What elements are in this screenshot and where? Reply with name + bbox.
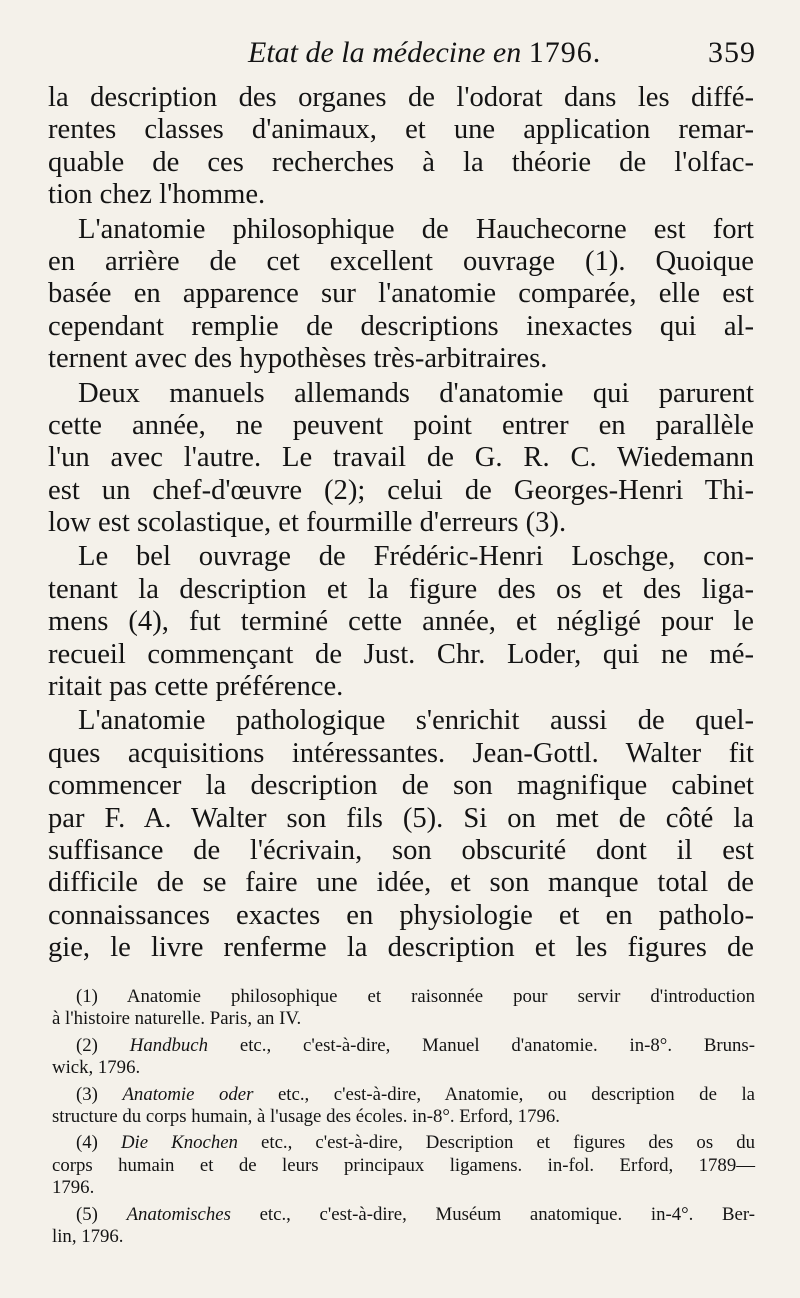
footnote-line [52,1084,755,1106]
text-line: low est scolastique, et fourmille d'erreurs (3). [48,507,567,539]
footnote-text: etc., c'est-à-dire, Anatomie, ou description de la [277,1083,756,1105]
footnote-5 [52,1204,755,1249]
paragraph-4 [48,541,754,703]
text-line: ternent avec des hypothèses très-arbitraires. [48,343,548,375]
text-line: par F. A. Walter son fils (5). Si on met de côté la [48,802,754,834]
text-line: difficile de se faire une idée, et son manque total de [48,867,754,899]
footnote-text: etc., c'est-à-dire, Manuel d'anatomie. in-8°. Bruns- [239,1034,755,1056]
body-text [48,82,754,965]
footnote-1 [52,986,755,1031]
text-line: rentes classes d'animaux, et une application remar- [48,114,754,146]
text-line: Le bel ouvrage de Frédéric-Henri Loschge, con- [78,541,754,573]
footnote-line: 1796. [52,1177,95,1199]
footnote-line: (1) Anatomie philosophique et raisonnée pour servir d'introduction [76,986,755,1007]
paragraph-5 [48,705,754,964]
text-line: cette année, ne peuvent point entrer en parallèle [48,409,754,441]
footnote-line: corps humain et de leurs principaux ligamens. in-fol. Erford, 1789— [52,1154,755,1176]
paragraph-1 [48,82,754,212]
text-line: l'un avec l'autre. Le travail de G. R. C. Wiedemann [48,442,754,474]
footnote-title: Anatomisches [126,1203,231,1225]
footnote-line [52,1132,755,1154]
text-line: est un chef-d'œuvre (2); celui de Georges-Henri Thi- [48,474,754,506]
text-line: L'anatomie pathologique s'enrichit aussi de quel- [78,705,754,737]
footnote-text: etc., c'est-à-dire, Muséum anatomique. in-4°. Ber- [259,1203,755,1225]
footnote-2 [52,1035,755,1080]
page-number: 359 [708,36,756,69]
text-line: Deux manuels allemands d'anatomie qui parurent [78,377,754,409]
text-line: cependant remplie de descriptions inexactes qui al- [48,310,754,342]
footnote-line: structure du corps humain, à l'usage des écoles. in-8°. Erford, 1796. [52,1106,560,1128]
footnote-mark: (2) [76,1034,98,1056]
running-title-year: 1796. [528,36,602,69]
footnote-mark: (4) [76,1132,98,1154]
running-title-text: Etat de la médecine en [248,36,522,69]
text-line: L'anatomie philosophique de Hauchecorne est fort [78,213,754,245]
footnotes [52,986,755,1252]
paragraph-3 [48,378,754,540]
footnote-mark: (5) [76,1203,98,1225]
running-title [248,36,601,70]
footnote-line: à l'histoire naturelle. Paris, an IV. [52,1008,302,1030]
text-line: quable de ces recherches à la théorie de l'olfac- [48,146,754,178]
footnote-title: Die Knochen [120,1132,238,1154]
text-line: ritait pas cette préférence. [48,671,344,703]
footnote-line: wick, 1796. [52,1057,141,1079]
footnote-4 [52,1132,755,1199]
footnote-mark: (3) [76,1083,98,1105]
text-line: recueil commençant de Just. Chr. Loder, qui ne mé- [48,638,754,670]
text-line: tenant la description et la figure des os et des liga- [48,573,754,605]
footnote-text: etc., c'est-à-dire, Description et figures des os du [261,1132,755,1154]
paragraph-2 [48,214,754,376]
text-line: gie, le livre renferme la description et les figures de [48,932,754,964]
footnote-title: Handbuch [129,1034,209,1056]
footnote-line [52,1204,755,1226]
text-line: la description des organes de l'odorat dans les diffé- [48,82,754,113]
text-line: ques acquisitions intéressantes. Jean-Gottl. Walter fit [48,737,754,769]
text-line: en arrière de cet excellent ouvrage (1). Quoique [48,245,754,277]
text-line: tion chez l'homme. [48,179,266,211]
text-line: connaissances exactes en physiologie et en patholo- [48,899,754,931]
text-line: mens (4), fut terminé cette année, et négligé pour le [48,606,754,638]
footnote-title: Anatomie oder [122,1083,254,1105]
text-line: suffisance de l'écrivain, son obscurité dont il est [48,834,754,866]
footnote-line: lin, 1796. [52,1226,124,1248]
page-header [48,34,768,78]
footnote-3 [52,1084,755,1129]
text-line: commencer la description de son magnifique cabinet [48,770,754,802]
text-line: basée en apparence sur l'anatomie comparée, elle est [48,278,754,310]
footnote-line [52,1035,755,1057]
